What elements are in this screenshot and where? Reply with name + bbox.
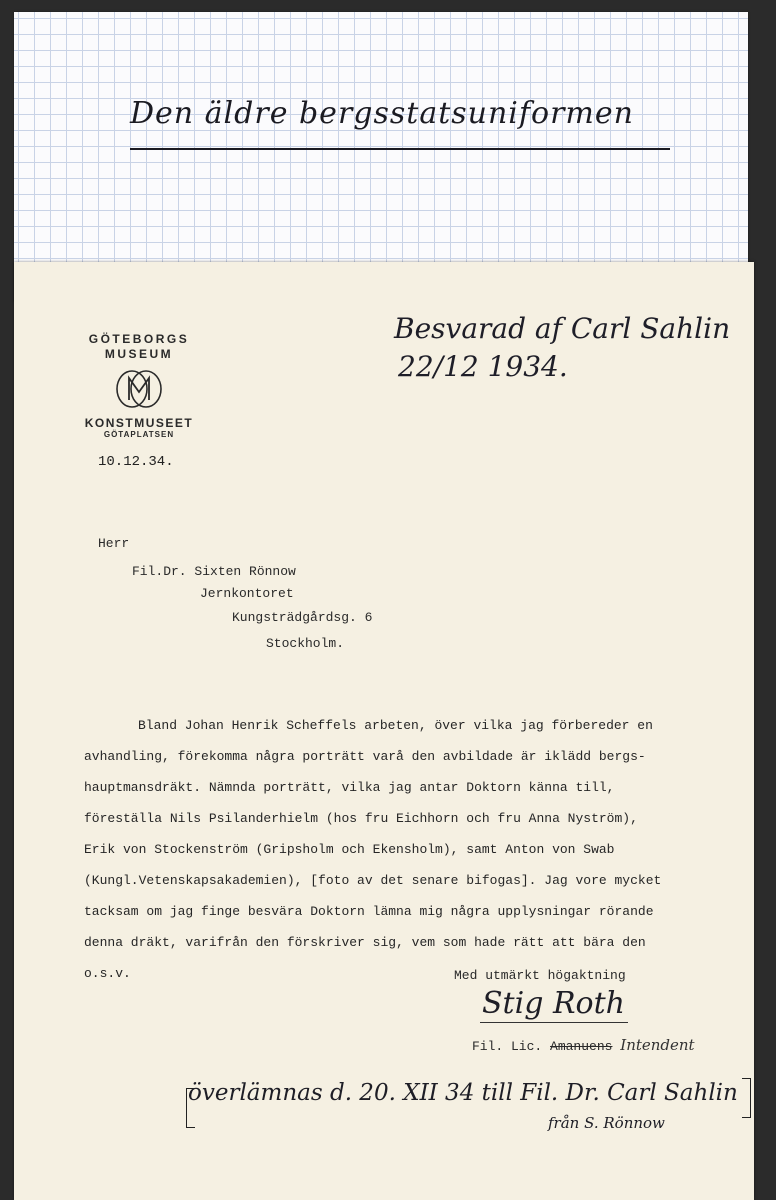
body-line: denna dräkt, varifrån den förskriver sig, vem som hade rätt att bära den (84, 935, 646, 950)
letterhead-org-line4: GÖTAPLATSEN (103, 430, 175, 439)
letter-sheet (14, 262, 754, 1200)
body-line: avhandling, förekomma några porträtt varå den avbildade är iklädd bergs- (84, 749, 646, 764)
title-struck: Amanuens (550, 1039, 613, 1054)
closing-greeting: Med utmärkt högaktning (454, 968, 626, 983)
grid-paper-sheet (14, 12, 748, 302)
letterhead-org-line3: KONSTMUSEET (84, 416, 194, 430)
recipient-street: Kungsträdgårdsg. 6 (232, 610, 373, 625)
body-line: Erik von Stockenström (Gripsholm och Ekensholm), samt Anton von Swab (84, 842, 615, 857)
signer-title (472, 1036, 695, 1054)
letter-body (84, 710, 728, 989)
recipient-name: Fil.Dr. Sixten Rönnow (132, 564, 296, 579)
title-handwritten: Intendent (620, 1036, 695, 1054)
signature: Stig Roth (482, 986, 625, 1021)
title-prefix: Fil. Lic. (472, 1039, 543, 1054)
body-line: o.s.v. (84, 966, 131, 981)
handover-line1: överlämnas d. 20. XII 34 till Fil. Dr. Carl Sahlin (188, 1080, 738, 1106)
body-line: tacksam om jag finge besvära Doktorn lämna mig några upplysningar rörande (84, 904, 654, 919)
recipient-city: Stockholm. (266, 636, 345, 651)
body-line: (Kungl.Vetenskapsakademien), [foto av det senare bifogas]. Jag vore mycket (84, 873, 662, 888)
body-line: föreställa Nils Psilanderhielm (hos fru Eichhorn och fru Anna Nyström), (84, 811, 638, 826)
letterhead (74, 332, 204, 439)
recipient-office: Jernkontoret (200, 586, 294, 601)
letterhead-org-line1: GÖTEBORGS (88, 332, 190, 346)
recipient-salutation: Herr (98, 536, 130, 551)
signature-underline (480, 1022, 628, 1023)
museum-monogram-icon (112, 366, 166, 412)
handwritten-reply-note (394, 310, 730, 386)
reply-note-line2: 22/12 1934. (398, 350, 568, 383)
grid-sheet-heading: Den äldre bergsstatsuniformen (130, 96, 634, 131)
body-line: Bland Johan Henrik Scheffels arbeten, över vilka jag förbereder en (138, 718, 653, 733)
handover-line2: från S. Rönnow (548, 1114, 665, 1132)
reply-note-line1: Besvarad af Carl Sahlin (394, 312, 731, 345)
heading-underline (130, 148, 670, 150)
body-line: hauptmansdräkt. Nämnda porträtt, vilka jag antar Doktorn känna till, (84, 780, 615, 795)
handover-note (188, 1080, 748, 1132)
letter-date: 10.12.34. (98, 454, 174, 470)
letterhead-org-line2: MUSEUM (104, 347, 174, 361)
